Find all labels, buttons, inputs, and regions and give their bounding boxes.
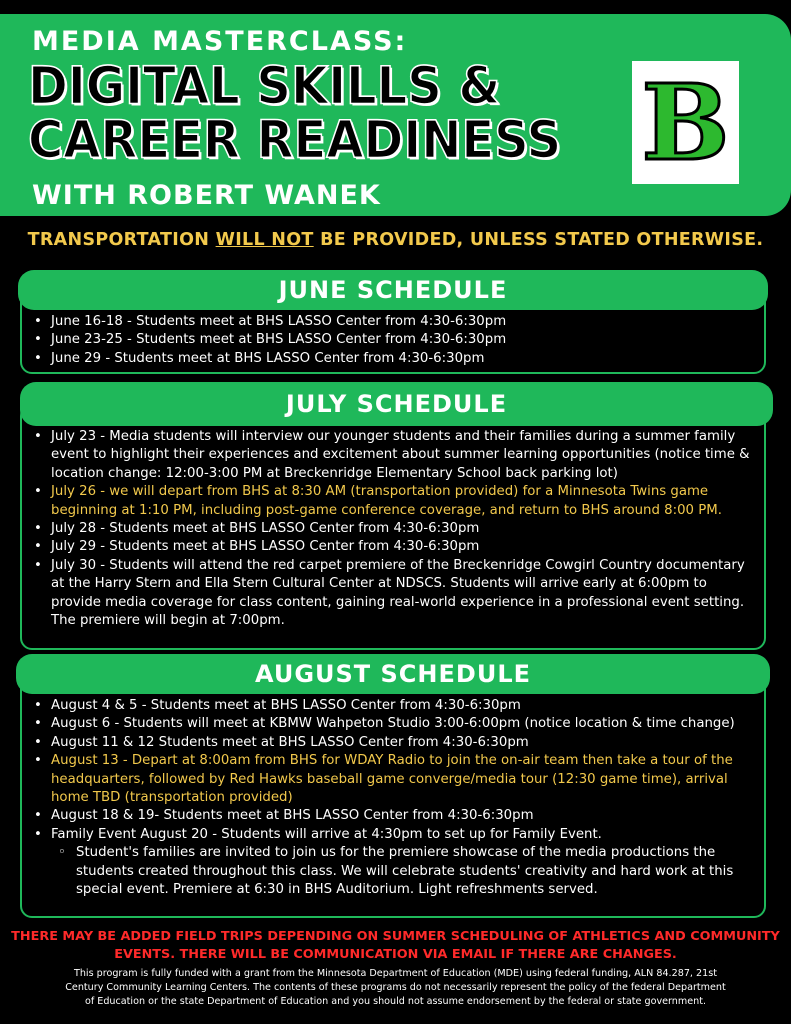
schedule-item: • June 16-18 - Students meet at BHS LASSO Center from 4:30-6:30pm — [30, 313, 760, 331]
july-schedule-title: JULY SCHEDULE — [20, 382, 773, 426]
june-schedule-list — [30, 313, 760, 368]
schedule-item: • July 29 - Students meet at BHS LASSO Center from 4:30-6:30pm — [30, 538, 754, 556]
transportation-emphasis: WILL NOT — [215, 230, 314, 250]
schedule-item: • August 4 & 5 - Students meet at BHS LASSO Center from 4:30-6:30pm — [30, 697, 760, 715]
funding-disclaimer: This program is fully funded with a grant from the Minnesota Department of Education (MDE) using federal funding, ALN 84.287, 21st Century Community Learning Centers. The contents of these programs do not necessarily represent the policy of the federal Department of Education or the state Department of Education and you should not assume endorsement by the federal or state government. — [65, 968, 726, 1007]
schedule-item: • August 6 - Students will meet at KBMW Wahpeton Studio 3:00-6:00pm (notice location & time change) — [30, 715, 760, 733]
schedule-item: • July 26 - we will depart from BHS at 8:30 AM (transportation provided) for a Minnesota Twins game beginning at 1:10 PM, including post-game conference coverage, and return to BHS around 8:00 PM. — [30, 483, 754, 520]
transportation-notice: TRANSPORTATION WILL NOT BE PROVIDED, UNLESS STATED OTHERWISE. — [27, 230, 764, 250]
header-banner — [0, 14, 791, 216]
august-schedule-list — [30, 697, 760, 899]
schedule-item: • August 11 & 12 Students meet at BHS LASSO Center from 4:30-6:30pm — [30, 734, 760, 752]
main-title — [28, 55, 628, 171]
schedule-item: • July 28 - Students meet at BHS LASSO Center from 4:30-6:30pm — [30, 520, 754, 538]
school-logo-letter: B — [641, 60, 730, 184]
july-schedule-list — [30, 428, 754, 630]
school-logo — [632, 61, 739, 184]
schedule-item: • Family Event August 20 - Students will arrive at 4:30pm to set up for Family Event. — [30, 826, 760, 844]
schedule-item: • August 18 & 19- Students meet at BHS LASSO Center from 4:30-6:30pm — [30, 807, 760, 825]
field-trip-notice: THERE MAY BE ADDED FIELD TRIPS DEPENDING ON SUMMER SCHEDULING OF ATHLETICS AND COMMUNITY EVENTS. THERE WILL BE COMMUNICATION VIA EMAIL IF THERE ARE CHANGES. — [11, 929, 780, 962]
august-schedule-title: AUGUST SCHEDULE — [16, 654, 770, 694]
pre-title: MEDIA MASTERCLASS: — [32, 26, 408, 57]
june-schedule-title: JUNE SCHEDULE — [18, 270, 768, 310]
schedule-item: • June 23-25 - Students meet at BHS LASSO Center from 4:30-6:30pm — [30, 331, 760, 349]
schedule-item: • August 13 - Depart at 8:00am from BHS for WDAY Radio to join the on-air team then take a tour of the headquarters, followed by Red Hawks baseball game converge/media tour (12:30 game time), arrival home TBD (transportation provided) — [30, 752, 760, 807]
schedule-item: ◦ Student's families are invited to join us for the premiere showcase of the media productions the students created throughout this class. We will celebrate students' creativity and hard work at this special event. Premiere at 6:30 in BHS Auditorium. Light refreshments served. — [30, 844, 760, 899]
schedule-item: • July 23 - Media students will interview our younger students and their families during a summer family event to highlight their experiences and excitement about summer learning opportunities (notice time & location change: 12:00-3:00 PM at Breckenridge Elementary School back parking lot) — [30, 428, 754, 483]
instructor-name: WITH ROBERT WANEK — [32, 180, 381, 211]
schedule-item: • July 30 - Students will attend the red carpet premiere of the Breckenridge Cowgirl Country documentary at the Harry Stern and Ella Stern Cultural Center at NDSCS. Students will arrive early at 6:00pm to provide media coverage for class content, gaining real-world experience in a professional event setting. The premiere will begin at 7:00pm. — [30, 557, 754, 631]
main-title-line-2: CAREER READINESS — [28, 109, 562, 171]
schedule-item: • June 29 - Students meet at BHS LASSO Center from 4:30-6:30pm — [30, 350, 760, 368]
main-title-line-1: DIGITAL SKILLS & — [28, 55, 501, 117]
